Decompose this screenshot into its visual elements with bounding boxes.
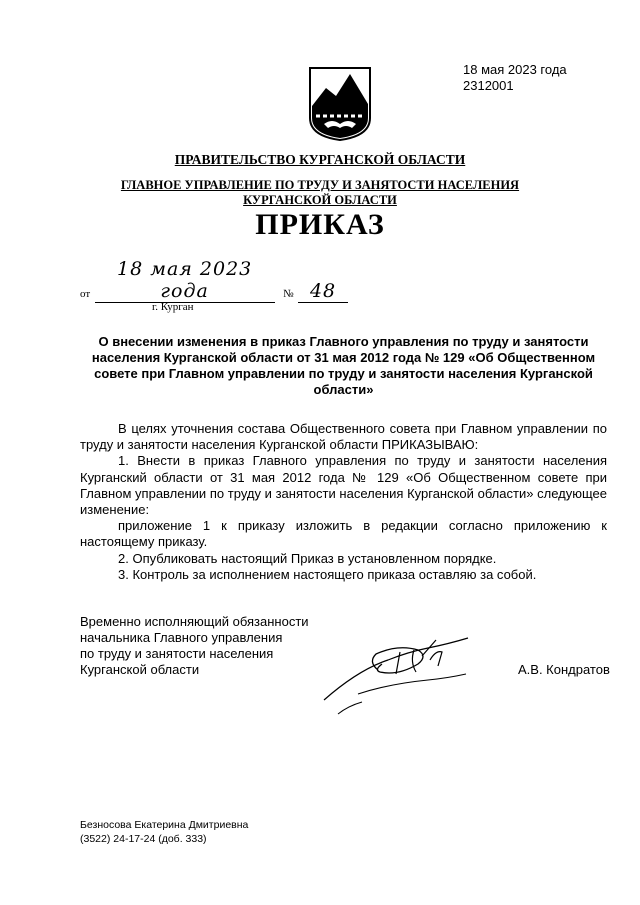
executor-phone: (3522) 24-17-24 (доб. 333) (80, 833, 207, 845)
order-date-handwritten: 18 мая 2023 года (95, 258, 275, 303)
body-item-2: 2. Опубликовать настоящий Приказ в установленном порядке. (118, 550, 497, 566)
order-subject: О внесении изменения в приказ Главного управления по труду и занятости населения Курганской области от 31 мая 2012 года № 129 «Об Общественном совете при Главном управлении по труду и занятости населения Курганской области» (91, 334, 596, 397)
department-name (0, 178, 640, 208)
government-name: ПРАВИТЕЛЬСТВО КУРГАНСКОЙ ОБЛАСТИ (174, 152, 466, 167)
order-number-handwritten: 48 (298, 280, 348, 303)
body-item-1-sub: приложение 1 к приказу изложить в редакции согласно приложению к настоящему приказу. (80, 518, 607, 550)
body-item-3: 3. Контроль за исполнением настоящего приказа оставляю за собой. (118, 566, 537, 582)
handwritten-signature (318, 630, 478, 720)
registration-stamp (463, 62, 567, 94)
city: г. Курган (152, 301, 194, 313)
order-body (80, 421, 607, 583)
document-type: ПРИКАЗ (255, 208, 385, 241)
department-name-line2: КУРГАНСКОЙ ОБЛАСТИ (243, 193, 397, 207)
order-dateline (80, 258, 360, 313)
registration-date: 18 мая 2023 года (463, 62, 567, 77)
coat-of-arms-icon (306, 66, 374, 142)
body-item-1: 1. Внести в приказ Главного управления по труду и занятости населения Курганский области от 31 мая 2012 года № 129 «Об Общественном совете при Главном управлении по труду и занятости населения Курганской области» следующее изменение: (80, 453, 607, 518)
signatory-title-line4: Курганской области (80, 662, 200, 677)
signatory-title-line2: начальника Главного управления (80, 630, 283, 645)
number-label: № (283, 288, 294, 300)
body-intro: В целях уточнения состава Общественного совета при Главном управлении по труду и занятости населения Курганской области ПРИКАЗЫВАЮ: (80, 421, 607, 453)
executor-contact (80, 818, 248, 846)
date-from-label: от (80, 288, 91, 300)
signatory-name: А.В. Кондратов (518, 662, 610, 677)
signatory-title-line1: Временно исполняющий обязанности (80, 614, 309, 629)
executor-name: Безносова Екатерина Дмитриевна (80, 819, 249, 831)
registration-number: 2312001 (463, 78, 514, 93)
department-name-line1: ГЛАВНОЕ УПРАВЛЕНИЕ ПО ТРУДУ И ЗАНЯТОСТИ НАСЕЛЕНИЯ (120, 178, 520, 192)
signatory-title-line3: по труду и занятости населения (80, 646, 274, 661)
signatory-title (80, 614, 309, 678)
